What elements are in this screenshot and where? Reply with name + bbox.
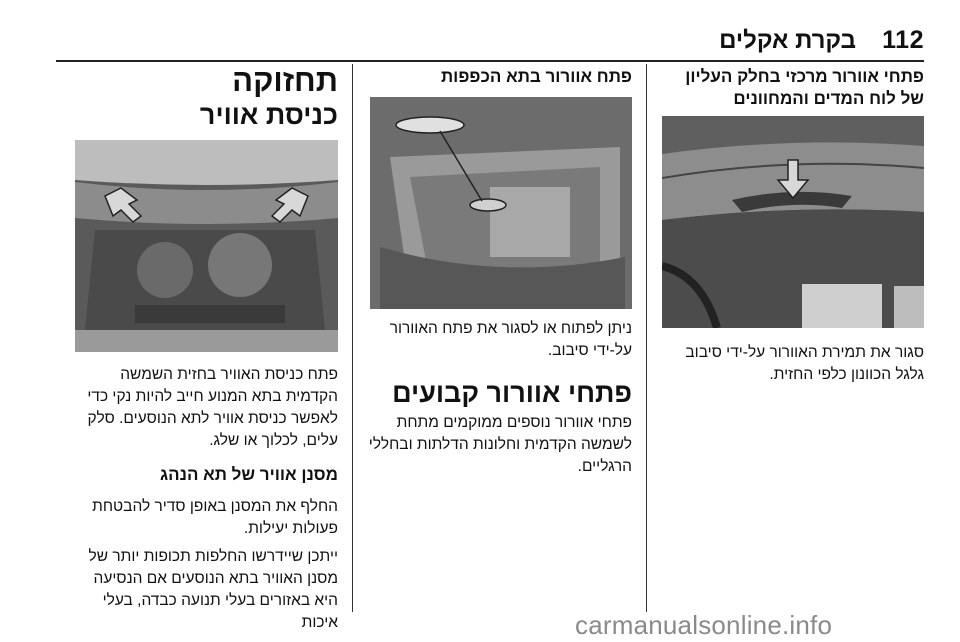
- right-column-body: [658, 342, 924, 386]
- middle-column: [366, 64, 632, 88]
- engine-bay-figure: [75, 140, 338, 352]
- left-column-body: [75, 364, 338, 634]
- cabin-filter-heading: מסנן אוויר של תא הנהג: [159, 465, 338, 484]
- cabin-filter-text-1: החלף את המסנן באופן סדיר להבטחת פעולות יעילות.: [92, 498, 338, 537]
- glovebox-vent-icon: [370, 97, 632, 309]
- glovebox-vent-text: ניתן לפתוח או לסגור את פתח האוורור על-ידי סיבוב.: [389, 320, 632, 359]
- air-intake-text: פתח כניסת האוויר בחזית השמשה הקדמית בתא המנוע חייב להיות נקי כדי לאפשר כניסת אוויר לתא הנוסעים. סלק עלים, לכלוך או שלג.: [87, 366, 338, 449]
- middle-column-body: [366, 318, 632, 478]
- fixed-vents-text: פתחי אוורור נוספים ממוקמים מתחת לשמשה הקדמית וחלונות הדלתות ובחללי הרגליים.: [368, 414, 632, 475]
- dashboard-vent-figure: [662, 116, 924, 328]
- dashboard-vent-text: סגור את תמירת האוורור על-ידי סיבוב גלגל הכוונון כלפי החזית.: [685, 344, 924, 383]
- page-number: 112: [882, 26, 924, 54]
- dashboard-vent-heading: פתחי אוורור מרכזי בחלק העליון של לוח המדים והמחוונים: [685, 67, 924, 108]
- air-intake-heading: כניסת אוויר: [199, 100, 338, 130]
- column-divider-right: [646, 64, 647, 612]
- glovebox-vent-heading: פתח אוורור בתא הכפפות: [440, 67, 632, 86]
- dashboard-vent-arrow-icon: [662, 116, 924, 328]
- watermark-text: carmanualsonline.info: [575, 610, 833, 640]
- page-header: [0, 0, 960, 60]
- cabin-filter-text-2: ייתכן שיידרשו החלפות תכופות יותר של מסנן האוויר בתא הנוסעים אם הנסיעה היא באזורים בעלי תנועה כבדה, בעלי איכות: [88, 548, 338, 631]
- left-column: [75, 64, 338, 130]
- glovebox-vent-figure: [370, 97, 632, 309]
- column-divider-left: [352, 64, 353, 612]
- header-rule: [56, 60, 924, 62]
- chapter-title: בקרת אקלים: [719, 27, 856, 54]
- engine-bay-air-intake-icon: [75, 140, 338, 352]
- maintenance-title: תחזוקה: [232, 63, 338, 98]
- right-column: [658, 64, 924, 110]
- fixed-vents-heading: פתחי אוורור קבועים: [392, 378, 632, 408]
